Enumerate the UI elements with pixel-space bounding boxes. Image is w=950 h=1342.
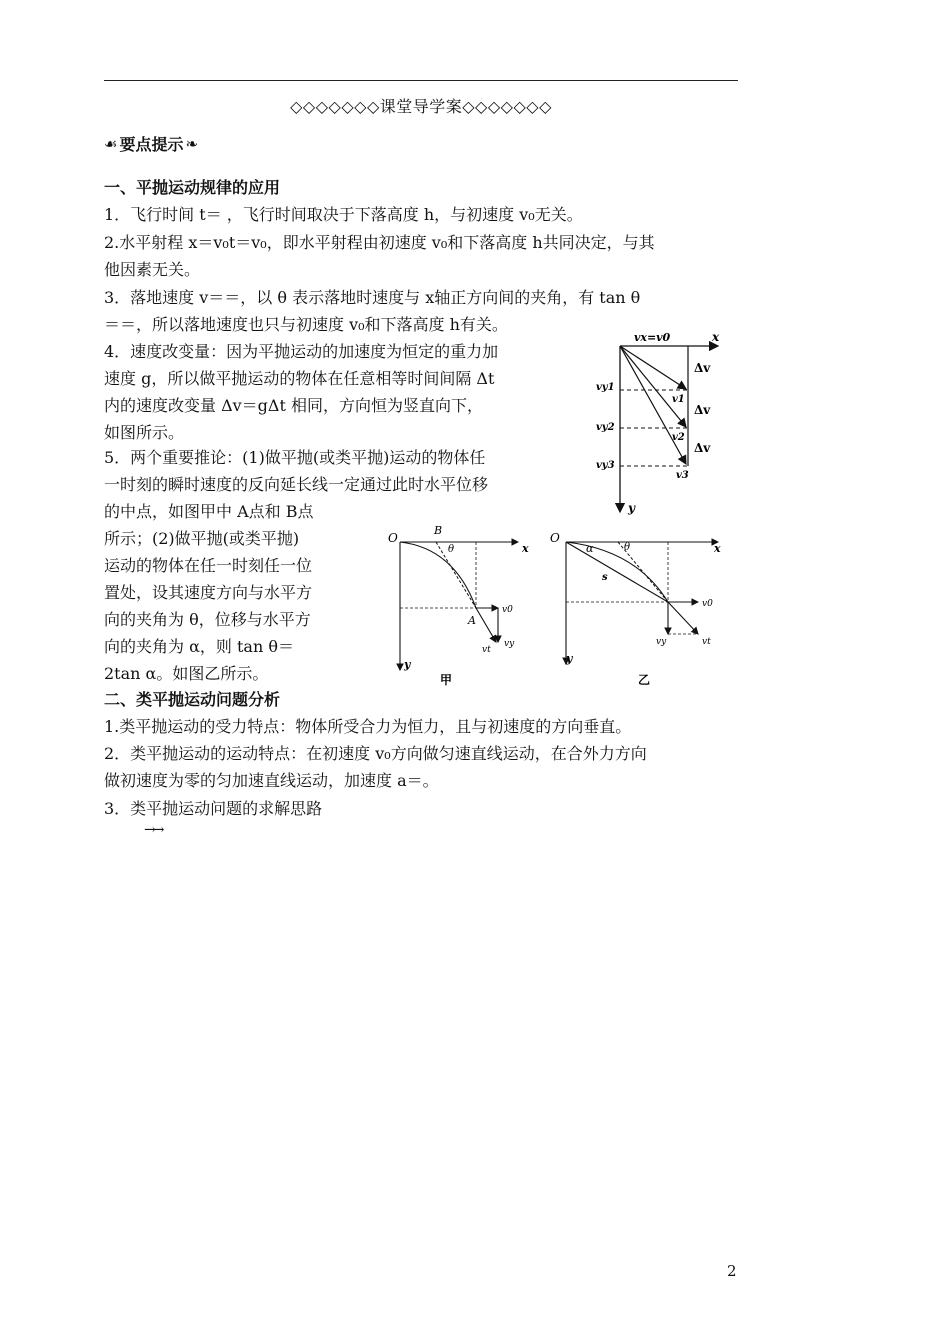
text-line: 置处，设其速度方向与水平方: [104, 583, 313, 602]
label-dv-1: Δv: [694, 361, 711, 375]
page-number: 2: [727, 1262, 737, 1280]
text-line: 3．落地速度 v＝＝，以 θ 表示落地时速度与 x轴正方向间的夹角，有 tan θ: [104, 288, 641, 307]
section-heading-2: 二、类平抛运动问题分析: [104, 690, 281, 709]
header-rule: [104, 80, 738, 81]
ornament-right-icon: ❧: [185, 134, 199, 153]
key-points-heading: [104, 132, 198, 155]
label-dv-2: Δv: [694, 403, 711, 417]
v3-arrow: [620, 346, 686, 464]
caption-jia: 甲: [440, 673, 453, 687]
text-line: 所示；(2)做平抛(或类平抛): [104, 529, 300, 548]
text-line: 速度 g，所以做平抛运动的物体在任意相等时间间隔 Δt: [104, 369, 495, 388]
label-vx-v0: vx=v0: [634, 331, 671, 344]
text-line: 5．两个重要推论：(1)做平抛(或类平抛)运动的物体任: [104, 448, 486, 467]
label-O: O: [388, 531, 398, 545]
label-O: O: [550, 531, 560, 545]
velocity-change-diagram: [592, 326, 732, 520]
label-s: s: [602, 572, 608, 583]
label-A: A: [468, 614, 476, 627]
text-line: 2．类平抛运动的运动特点：在初速度 v₀方向做匀速直线运动，在合外力方向: [104, 744, 647, 763]
label-theta: θ: [624, 542, 631, 553]
v1-arrow: [620, 346, 686, 389]
page-title: ◇◇◇◇◇◇◇课堂导学案◇◇◇◇◇◇◇: [290, 97, 552, 116]
label-alpha: α: [586, 542, 594, 555]
label-y: y: [566, 652, 573, 665]
text-line: 运动的物体在任一时刻任一位: [104, 556, 313, 575]
label-y: y: [628, 501, 635, 515]
label-y: y: [404, 658, 411, 671]
text-line: 如图所示。: [104, 423, 185, 442]
label-vy3: vy3: [596, 460, 615, 471]
text-line: 2tan α。如图乙所示。: [104, 664, 269, 683]
label-v0: v0: [702, 599, 713, 609]
text-line: 一时刻的瞬时速度的反向延长线一定通过此时水平位移: [104, 475, 489, 494]
label-vt: vt: [702, 637, 711, 647]
label-vy: vy: [504, 639, 515, 649]
label-vy2: vy2: [596, 422, 615, 433]
text-line: 向的夹角为 θ，位移与水平方: [104, 610, 311, 629]
label-x: x: [712, 330, 720, 344]
v2-arrow: [620, 346, 686, 427]
label-v2: v2: [672, 432, 685, 443]
text-line: 的中点，如图甲中 A点和 B点: [104, 502, 314, 521]
label-theta: θ: [448, 544, 455, 555]
label-vy1: vy1: [596, 382, 615, 393]
ornament-left-icon: ☙: [104, 134, 118, 153]
label-x: x: [522, 542, 529, 555]
label-B: B: [434, 524, 443, 537]
key-points-label: 要点提示: [119, 135, 184, 154]
label-v3: v3: [676, 470, 689, 481]
vt-arrow: [668, 602, 698, 634]
text-line: 2.水平射程 x＝v₀t＝v₀，即水平射程由初速度 v₀和下落高度 h共同决定，与其: [104, 233, 655, 252]
text-line: 内的速度改变量 Δv＝gΔt 相同，方向恒为竖直向下，: [104, 396, 483, 415]
text-line: 1.类平抛运动的受力特点：物体所受合力为恒力，且与初速度的方向垂直。: [104, 717, 632, 736]
text-line: 向的夹角为 α，则 tan θ＝: [104, 637, 294, 656]
section-heading-1: 一、平抛运动规律的应用: [104, 178, 281, 197]
label-x: x: [714, 542, 721, 555]
text-line: 他因素无关。: [104, 260, 201, 279]
label-vt: vt: [482, 645, 491, 655]
tangent-dashed: [436, 542, 476, 608]
label-v1: v1: [672, 394, 685, 405]
label-v0: v0: [502, 605, 513, 615]
vt-arrow: [476, 608, 496, 642]
diagram-yi: [546, 522, 728, 688]
diagram-jia: [384, 522, 534, 688]
displacement-line: [566, 542, 668, 602]
label-dv-3: Δv: [694, 441, 711, 455]
trajectory: [400, 542, 476, 608]
label-vy: vy: [656, 637, 667, 647]
text-line: 4．速度改变量：因为平抛运动的加速度为恒定的重力加: [104, 342, 499, 361]
text-line: 3．类平抛运动问题的求解思路: [104, 799, 323, 818]
text-line: 做初速度为零的匀加速直线运动，加速度 a＝。: [104, 771, 439, 790]
text-line: 1．飞行时间 t＝ ，飞行时间取决于下落高度 h，与初速度 v₀无关。: [104, 205, 583, 224]
text-line: ＝＝，所以落地速度也只与初速度 v₀和下落高度 h有关。: [104, 315, 508, 334]
arrows-placeholder: →→: [144, 822, 162, 838]
caption-yi: 乙: [638, 673, 651, 687]
